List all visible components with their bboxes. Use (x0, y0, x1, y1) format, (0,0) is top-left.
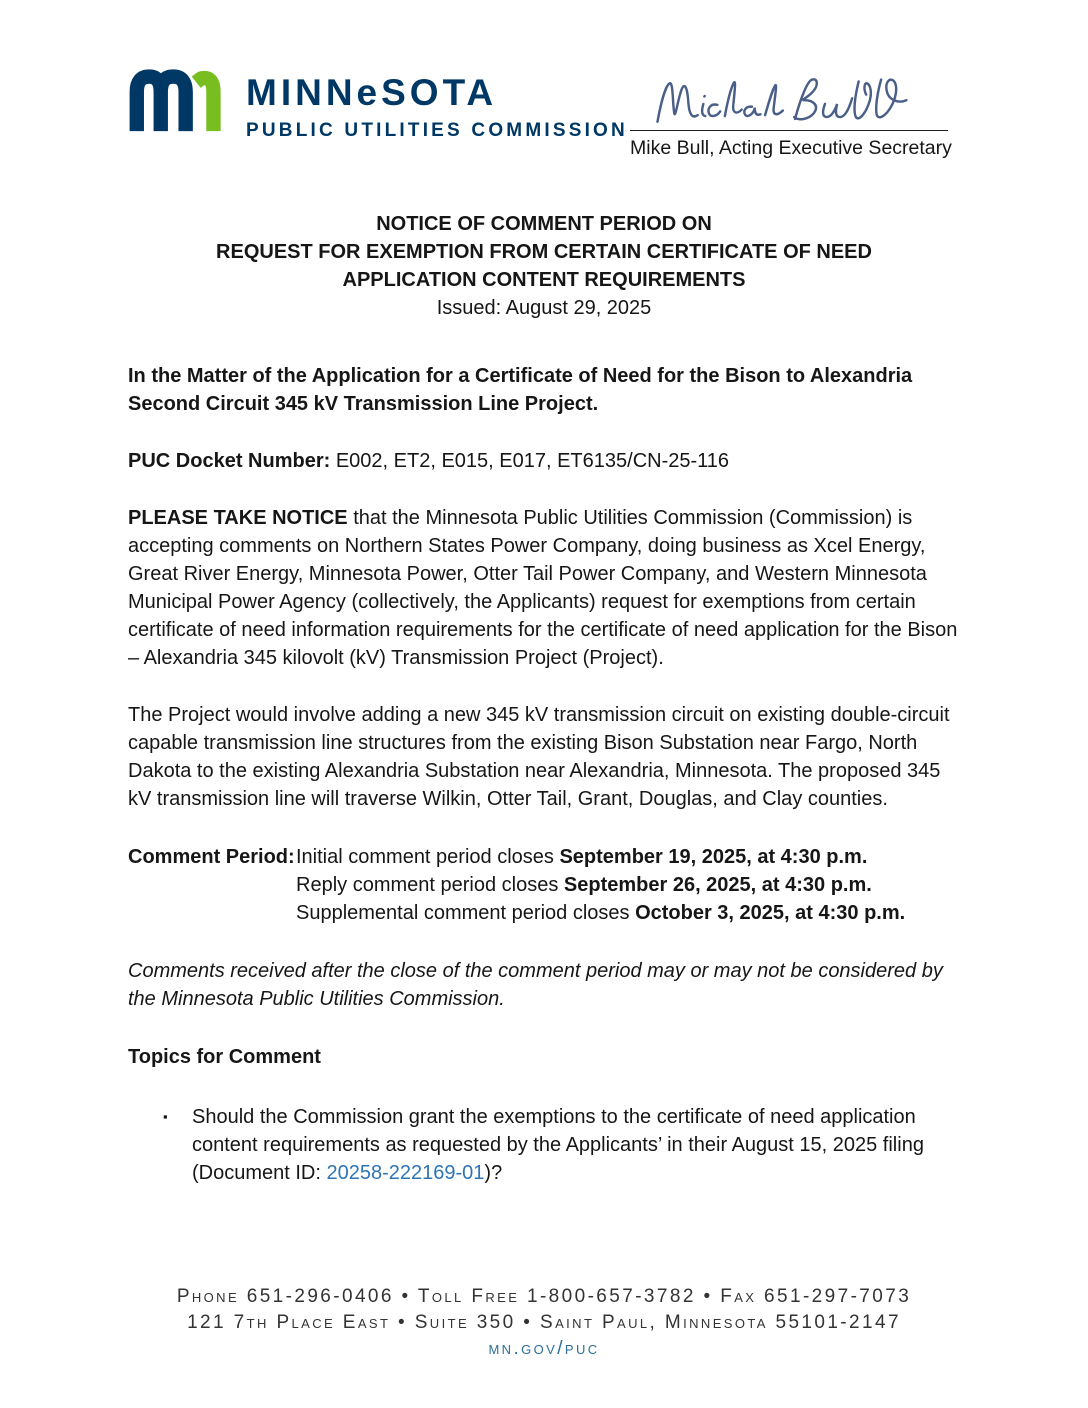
mn-puc-logo (128, 66, 628, 142)
comment-period-items (296, 843, 960, 927)
supplemental-deadline-text: Supplemental comment period closes (296, 902, 636, 924)
signature-line (630, 130, 948, 131)
docket-label: PUC Docket Number: (128, 450, 331, 472)
square-bullet-icon: ▪ (163, 1109, 168, 1124)
topic-bullet-text (192, 1103, 932, 1187)
footer-address-line: 121 7th Place East • Suite 350 • Saint Paul, Minnesota 55101-2147 (187, 1312, 901, 1333)
topic-text-after-link: )? (484, 1162, 503, 1184)
logo-wordmark: MINNeSOTA (246, 72, 498, 113)
late-comments-note: Comments received after the close of the comment period may or may not be considered by the Minnesota Public Utilities Commission. (128, 960, 943, 1010)
notice-title-block (128, 210, 960, 322)
reply-deadline-date: September 26, 2025, at 4:30 p.m. (563, 874, 872, 896)
comment-period-section (128, 843, 960, 927)
document-footer (0, 1284, 1088, 1362)
notice-body (128, 362, 960, 1187)
logo-text (246, 66, 628, 142)
comment-period-initial (296, 843, 960, 871)
please-take-notice-paragraph (128, 504, 960, 672)
document-id-link[interactable]: 20258-222169-01 (326, 1162, 485, 1184)
comment-period-reply (296, 871, 960, 899)
reply-deadline-text: Reply comment period closes (296, 874, 564, 896)
topic-bullet-item (128, 1103, 960, 1187)
comment-period-supplemental (296, 899, 960, 927)
docket-value: E002, ET2, E015, E017, ET6135/CN-25-116 (330, 450, 730, 472)
initial-deadline-date: September 19, 2025, at 4:30 p.m. (559, 846, 868, 868)
signatory-name: Mike Bull, Acting Executive Secretary (630, 137, 952, 159)
topic-text-before-link: Should the Commission grant the exemptions to the certificate of need application content requirements as requested by the Applicants’ in their August 15, 2025 filing (Document ID: (192, 1106, 924, 1184)
in-the-matter-paragraph: In the Matter of the Application for a Certificate of Need for the Bison to Alexandria Second Circuit 345 kV Transmission Line Project. (128, 365, 913, 415)
supplemental-deadline-date: October 3, 2025, at 4:30 p.m. (635, 902, 906, 924)
project-description-paragraph: The Project would involve adding a new 345 kV transmission circuit on existing double-circuit capable transmission line structures from the existing Bison Substation near Fargo, North Dakota to the existing Alexandria Substation near Alexandria, Minnesota. The proposed 345 kV transmission line will traverse Wilkin, Otter Tail, Grant, Douglas, and Clay counties. (128, 704, 950, 810)
signature-block (630, 72, 960, 160)
initial-deadline-text: Initial comment period closes (296, 846, 560, 868)
signature-scribble-icon (650, 72, 912, 134)
title-line-3: APPLICATION CONTENT REQUIREMENTS (342, 269, 746, 291)
title-line-2: REQUEST FOR EXEMPTION FROM CERTAIN CERTIFICATE OF NEED (216, 241, 872, 263)
notice-lead: PLEASE TAKE NOTICE (128, 507, 348, 529)
comment-period-label: Comment Period: (128, 846, 295, 868)
title-line-1: NOTICE OF COMMENT PERIOD ON (376, 213, 712, 235)
docket-number-line (128, 447, 960, 475)
document-header (128, 66, 960, 160)
logo-tagline: PUBLIC UTILITIES COMMISSION (246, 119, 628, 141)
notice-body-text: that the Minnesota Public Utilities Commission (Commission) is accepting comments on Northern States Power Company, doing business as Xcel Energy, Great River Energy, Minnesota Power, Otter Tail Power Company, and Western Minnesota Municipal Power Agency (collectively, the Applicants) request for exemptions from certain certificate of need information requirements for the certificate of need application for the Bison – Alexandria 345 kilovolt (kV) Transmission Project (Project). (128, 507, 958, 669)
topics-for-comment-heading: Topics for Comment (128, 1046, 321, 1068)
issued-date: Issued: August 29, 2025 (436, 297, 652, 319)
footer-website-link[interactable]: mn.gov/puc (488, 1338, 600, 1359)
footer-phone-line: Phone 651-296-0406 • Toll Free 1-800-657-3782 • Fax 651-297-7073 (176, 1286, 912, 1307)
mn-state-logo-icon (128, 66, 228, 135)
